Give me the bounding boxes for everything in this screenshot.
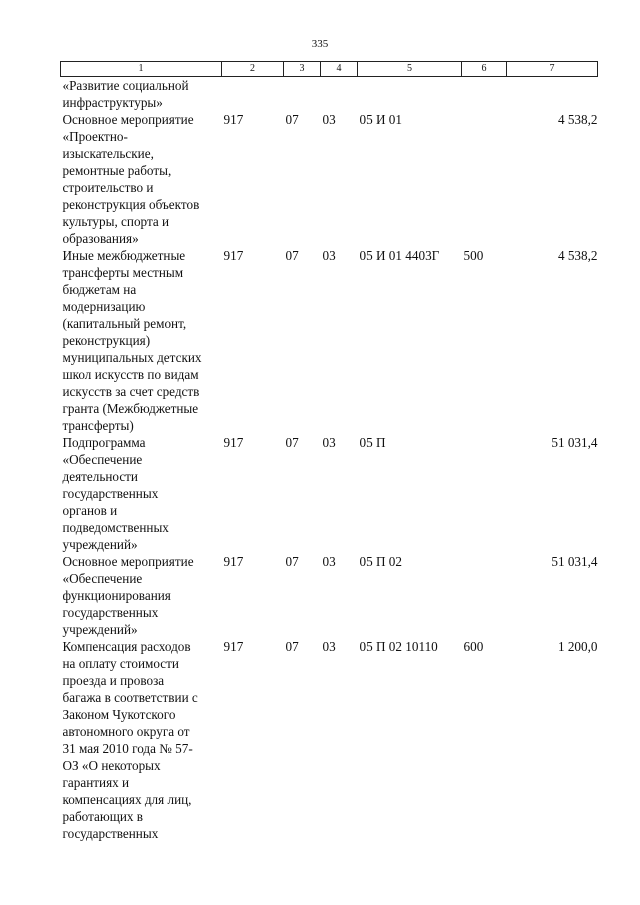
amount-cell: 51 031,4 bbox=[551, 554, 598, 569]
row-name-cell bbox=[61, 553, 222, 638]
header-col-5: 5 bbox=[358, 62, 462, 77]
header-col-4: 4 bbox=[321, 62, 358, 77]
row-name-line: (капитальный ремонт, bbox=[62, 316, 187, 331]
amount-cell: 51 031,4 bbox=[551, 435, 598, 450]
row-name-line: государственных bbox=[62, 826, 159, 841]
header-row bbox=[61, 62, 598, 77]
row-name-line: гарантиях и bbox=[62, 775, 130, 790]
row-name-line: реконструкция) bbox=[62, 333, 151, 348]
amount-cell: 4 538,2 bbox=[557, 112, 598, 127]
expense-type-cell: 600 bbox=[463, 639, 484, 654]
row-name-cell bbox=[61, 434, 222, 553]
expense-type-cell bbox=[462, 77, 507, 112]
table-header bbox=[61, 62, 598, 77]
table-row bbox=[61, 77, 598, 112]
row-name-line: государственных bbox=[62, 486, 159, 501]
expense-type-cell: 500 bbox=[463, 248, 484, 263]
amount-cell: 4 538,2 bbox=[557, 248, 598, 263]
ministry-code-cell: 917 bbox=[223, 554, 244, 569]
header-col-3: 3 bbox=[284, 62, 321, 77]
header-col-1: 1 bbox=[61, 62, 222, 77]
row-name-line: ремонтные работы, bbox=[62, 163, 172, 178]
target-article-cell: 05 П bbox=[359, 435, 386, 450]
row-name-line: компенсациях для лиц, bbox=[62, 792, 192, 807]
header-col-2: 2 bbox=[222, 62, 284, 77]
section-code-cell bbox=[284, 77, 321, 112]
row-name-line: реконструкция объектов bbox=[62, 197, 200, 212]
row-name-line: гранта (Межбюджетные bbox=[62, 401, 199, 416]
ministry-code-cell: 917 bbox=[223, 639, 244, 654]
row-name-line: подведомственных bbox=[62, 520, 169, 535]
target-article-cell bbox=[358, 77, 462, 112]
ministry-code-cell: 917 bbox=[223, 112, 244, 127]
row-name-line: инфраструктуры» bbox=[62, 95, 163, 110]
table-row bbox=[61, 111, 598, 247]
amount-cell bbox=[507, 77, 598, 112]
subsection-code-cell: 03 bbox=[322, 435, 336, 450]
header-col-6: 6 bbox=[462, 62, 507, 77]
budget-table bbox=[60, 61, 598, 842]
row-name-line: на оплату стоимости bbox=[62, 656, 179, 671]
row-name-line: Иные межбюджетные bbox=[62, 248, 186, 263]
row-name-line: работающих в bbox=[62, 809, 144, 824]
header-col-7: 7 bbox=[507, 62, 598, 77]
expense-type-cell bbox=[462, 434, 507, 553]
row-name-line: деятельности bbox=[62, 469, 138, 484]
target-article-cell: 05 П 02 10110 bbox=[359, 639, 438, 654]
row-name-line: учреждений» bbox=[62, 537, 138, 552]
row-name-line: учреждений» bbox=[62, 622, 138, 637]
expense-type-cell bbox=[462, 111, 507, 247]
row-name-cell bbox=[61, 638, 222, 842]
row-name-line: органов и bbox=[62, 503, 118, 518]
table-row bbox=[61, 638, 598, 842]
target-article-cell: 05 П 02 bbox=[359, 554, 402, 569]
ministry-code-cell bbox=[222, 77, 284, 112]
section-code-cell: 07 bbox=[285, 435, 299, 450]
row-name-line: «Обеспечение bbox=[62, 571, 143, 586]
target-article-cell: 05 И 01 4403Г bbox=[359, 248, 440, 263]
subsection-code-cell: 03 bbox=[322, 554, 336, 569]
row-name-line: ОЗ «О некоторых bbox=[62, 758, 161, 773]
row-name-line: «Обеспечение bbox=[62, 452, 143, 467]
subsection-code-cell: 03 bbox=[322, 639, 336, 654]
row-name-cell bbox=[61, 247, 222, 434]
row-name-line: «Проектно- bbox=[62, 129, 128, 144]
section-code-cell: 07 bbox=[285, 248, 299, 263]
table-row bbox=[61, 434, 598, 553]
row-name-line: искусств за счет средств bbox=[62, 384, 200, 399]
row-name-line: Основное мероприятие bbox=[62, 554, 194, 569]
row-name-line: строительство и bbox=[62, 180, 154, 195]
row-name-line: бюджетам на bbox=[62, 282, 137, 297]
row-name-line: трансферты местным bbox=[62, 265, 184, 280]
row-name-line: «Развитие социальной bbox=[62, 78, 189, 93]
expense-type-cell bbox=[462, 553, 507, 638]
subsection-code-cell bbox=[321, 77, 358, 112]
table-row bbox=[61, 247, 598, 434]
amount-cell: 1 200,0 bbox=[557, 639, 598, 654]
row-name-line: изыскательские, bbox=[62, 146, 154, 161]
row-name-line: автономного округа от bbox=[62, 724, 190, 739]
table-row bbox=[61, 553, 598, 638]
ministry-code-cell: 917 bbox=[223, 248, 244, 263]
row-name-line: багажа в соответствии с bbox=[62, 690, 198, 705]
subsection-code-cell: 03 bbox=[322, 248, 336, 263]
row-name-line: образования» bbox=[62, 231, 139, 246]
row-name-line: культуры, спорта и bbox=[62, 214, 170, 229]
section-code-cell: 07 bbox=[285, 112, 299, 127]
row-name-line: 31 мая 2010 года № 57- bbox=[62, 741, 193, 756]
row-name-line: проезда и провоза bbox=[62, 673, 165, 688]
row-name-line: трансферты) bbox=[62, 418, 134, 433]
row-name-line: модернизацию bbox=[62, 299, 146, 314]
row-name-cell bbox=[61, 77, 222, 112]
row-name-line: функционирования bbox=[62, 588, 171, 603]
subsection-code-cell: 03 bbox=[322, 112, 336, 127]
row-name-line: Законом Чукотского bbox=[62, 707, 176, 722]
row-name-line: Основное мероприятие bbox=[62, 112, 194, 127]
section-code-cell: 07 bbox=[285, 554, 299, 569]
row-name-cell bbox=[61, 111, 222, 247]
row-name-line: Компенсация расходов bbox=[62, 639, 191, 654]
ministry-code-cell: 917 bbox=[223, 435, 244, 450]
row-name-line: Подпрограмма bbox=[62, 435, 146, 450]
target-article-cell: 05 И 01 bbox=[359, 112, 402, 127]
row-name-line: школ искусств по видам bbox=[62, 367, 199, 382]
page-number: 335 bbox=[311, 38, 329, 50]
section-code-cell: 07 bbox=[285, 639, 299, 654]
row-name-line: государственных bbox=[62, 605, 159, 620]
row-name-line: муниципальных детских bbox=[62, 350, 202, 365]
table-body bbox=[61, 77, 598, 843]
